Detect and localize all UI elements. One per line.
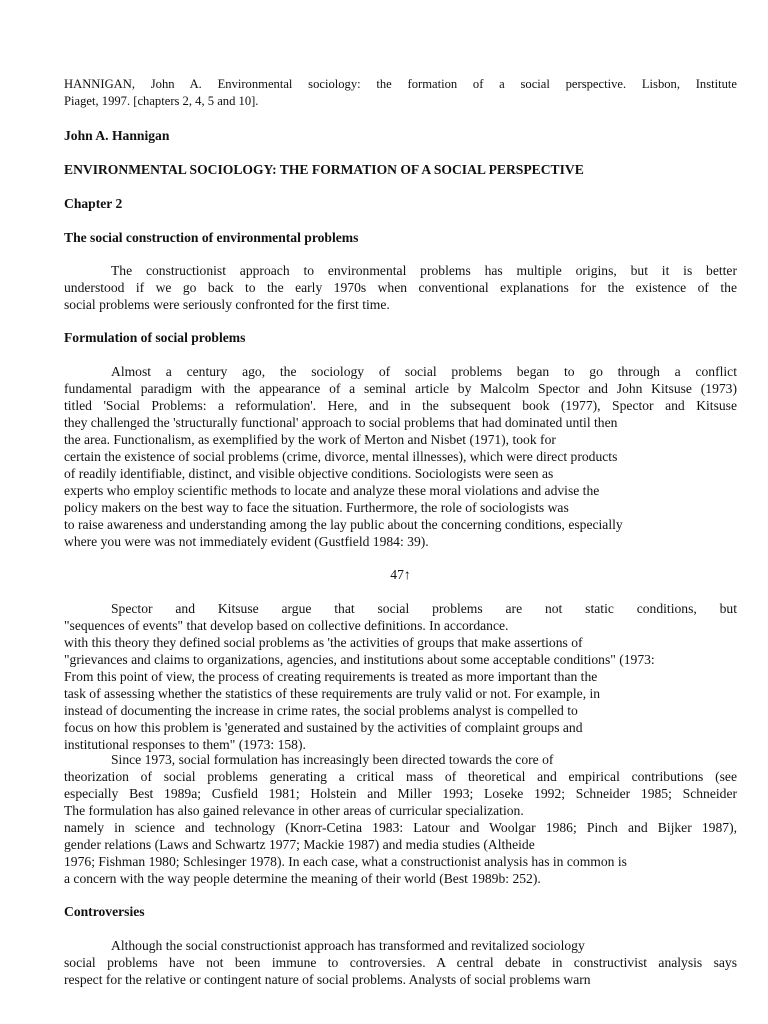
paragraph-line: focus on how this problem is 'generated and sustained by the activities of complaint groups and [64, 720, 583, 735]
paragraph-line: Although the social constructionist approach has transformed and revitalized sociology [111, 938, 585, 953]
paragraph-line: policy makers on the best way to face the situation. Furthermore, the role of sociologists was [64, 500, 569, 515]
paragraph-line: titled 'Social Problems: a reformulation'. Here, and in the subsequent book (1977), Spector and Kitsuse [64, 398, 737, 413]
paragraph-line: with this theory they defined social problems as 'the activities of groups that make assertions of [64, 635, 583, 650]
section-heading: Controversies [64, 904, 145, 919]
paragraph-line: experts who employ scientific methods to locate and analyze these moral violations and advise the [64, 483, 600, 498]
paragraph-line: "grievances and claims to organizations, agencies, and institutions about some acceptable conditions" (1973: [64, 652, 655, 667]
book-title: ENVIRONMENTAL SOCIOLOGY: THE FORMATION OF A SOCIAL PERSPECTIVE [64, 162, 584, 177]
paragraph-line: to raise awareness and understanding among the lay public about the concerning conditions, especially [64, 517, 623, 532]
paragraph-line: 1976; Fishman 1980; Schlesinger 1978). In each case, what a constructionist analysis has in common is [64, 854, 627, 869]
paragraph-line: especially Best 1989a; Cusfield 1981; Holstein and Miller 1993; Loseke 1992; Schneider 1985; Schneider [64, 786, 737, 801]
chapter-number: Chapter 2 [64, 196, 123, 211]
paragraph-line: certain the existence of social problems (crime, divorce, mental illnesses), which were direct products [64, 449, 618, 464]
author-name: John A. Hannigan [64, 128, 170, 143]
paragraph-line: where you were was not immediately evident (Gustfield 1984: 39). [64, 534, 429, 549]
citation-line: Piaget, 1997. [chapters 2, 4, 5 and 10]. [64, 94, 259, 108]
paragraph-line: From this point of view, the process of creating requirements is treated as more important than the [64, 669, 598, 684]
paragraph-line: Since 1973, social formulation has increasingly been directed towards the core of [111, 752, 554, 767]
paragraph-line: the area. Functionalism, as exemplified by the work of Merton and Nisbet (1971), took for [64, 432, 556, 447]
section-heading: Formulation of social problems [64, 330, 246, 345]
paragraph-line: "sequences of events" that develop based on collective definitions. In accordance. [64, 618, 509, 633]
paragraph-line: of readily identifiable, distinct, and visible objective conditions. Sociologists were seen as [64, 466, 554, 481]
paragraph-line: fundamental paradigm with the appearance of a seminal article by Malcolm Spector and John Kitsuse (1973) [64, 381, 737, 396]
paragraph-line: instead of documenting the increase in crime rates, the social problems analyst is compelled to [64, 703, 578, 718]
paragraph-line: theorization of social problems generating a critical mass of theoretical and empirical contributions (see [64, 769, 737, 784]
paragraph-line: gender relations (Laws and Schwartz 1977; Mackie 1987) and media studies (Altheide [64, 837, 535, 852]
paragraph-line: a concern with the way people determine the meaning of their world (Best 1989b: 252). [64, 871, 541, 886]
paragraph-line: Spector and Kitsuse argue that social problems are not static conditions, but [111, 601, 737, 616]
page-number: 47↑ [390, 567, 411, 582]
paragraph-line: The constructionist approach to environmental problems has multiple origins, but it is better [111, 263, 737, 278]
paragraph-line: institutional responses to them" (1973: 158). [64, 737, 306, 752]
paragraph-line: social problems have not been immune to controversies. A central debate in constructivist analysis says [64, 955, 737, 970]
paragraph-line: understood if we go back to the early 1970s when conventional explanations for the existence of the [64, 280, 737, 295]
paragraph-line: namely in science and technology (Knorr-Cetina 1983: Latour and Woolgar 1986; Pinch and Bijker 1987), [64, 820, 737, 835]
paragraph-line: respect for the relative or contingent nature of social problems. Analysts of social problems warn [64, 972, 591, 987]
citation-line: HANNIGAN, John A. Environmental sociology: the formation of a social perspective. Lisbon, Institute [64, 77, 737, 91]
chapter-title: The social construction of environmental problems [64, 230, 359, 245]
paragraph-line: they challenged the 'structurally functional' approach to social problems that had dominated until then [64, 415, 618, 430]
paragraph-line: task of assessing whether the statistics of these requirements are truly valid or not. For example, in [64, 686, 601, 701]
paragraph-line: Almost a century ago, the sociology of social problems began to go through a conflict [111, 364, 737, 379]
paragraph-line: The formulation has also gained relevance in other areas of curricular specialization. [64, 803, 524, 818]
paragraph-line: social problems were seriously confronted for the first time. [64, 297, 390, 312]
